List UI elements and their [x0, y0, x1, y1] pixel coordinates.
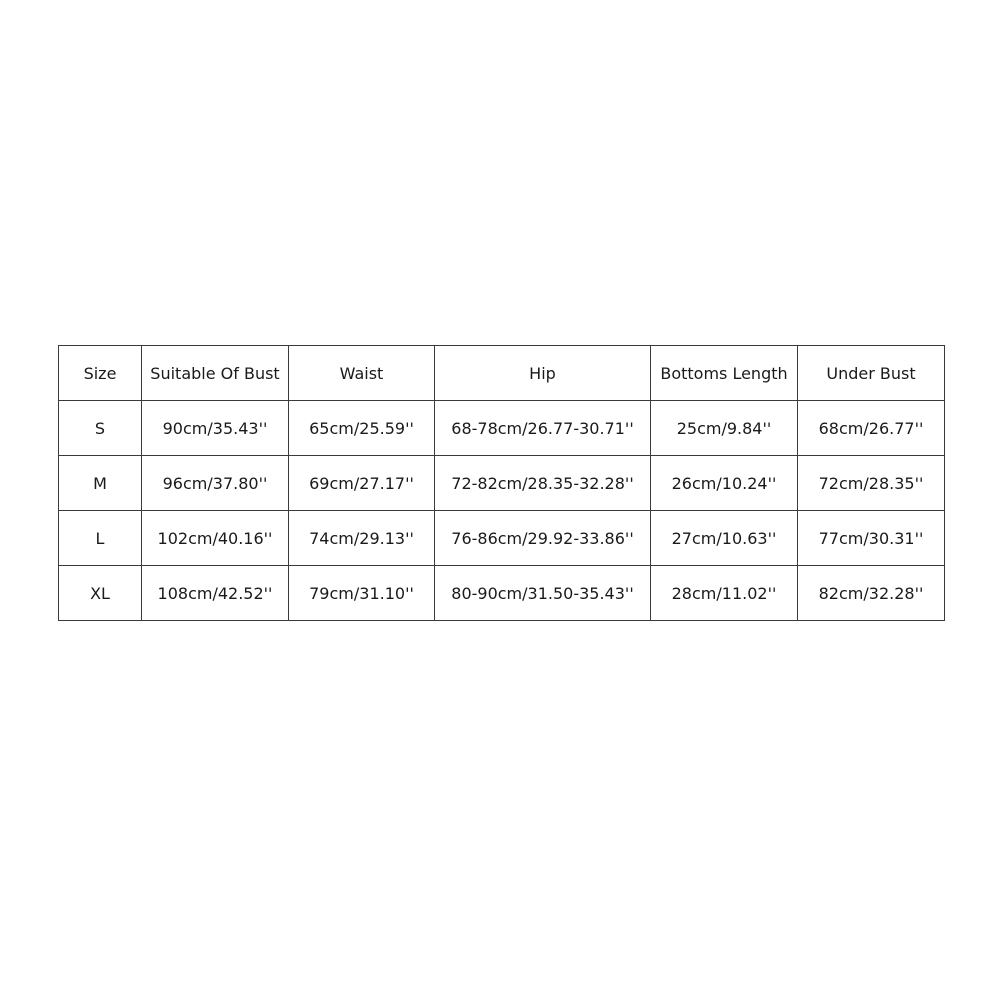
- cell-waist: 74cm/29.13'': [289, 511, 435, 566]
- cell-bust: 90cm/35.43'': [142, 401, 289, 456]
- cell-bust: 102cm/40.16'': [142, 511, 289, 566]
- cell-size: M: [59, 456, 142, 511]
- table-row: [59, 456, 945, 511]
- header-under-bust: Under Bust: [798, 346, 945, 401]
- cell-waist: 69cm/27.17'': [289, 456, 435, 511]
- table-header-row: [59, 346, 945, 401]
- cell-bust: 108cm/42.52'': [142, 566, 289, 621]
- cell-size: XL: [59, 566, 142, 621]
- cell-bottoms-length: 28cm/11.02'': [651, 566, 798, 621]
- header-bottoms-length: Bottoms Length: [651, 346, 798, 401]
- table-row: [59, 511, 945, 566]
- cell-under-bust: 77cm/30.31'': [798, 511, 945, 566]
- table-row: [59, 566, 945, 621]
- cell-waist: 79cm/31.10'': [289, 566, 435, 621]
- cell-hip: 68-78cm/26.77-30.71'': [435, 401, 651, 456]
- cell-waist: 65cm/25.59'': [289, 401, 435, 456]
- cell-size: L: [59, 511, 142, 566]
- header-size: Size: [59, 346, 142, 401]
- header-bust: Suitable Of Bust: [142, 346, 289, 401]
- cell-bust: 96cm/37.80'': [142, 456, 289, 511]
- cell-hip: 72-82cm/28.35-32.28'': [435, 456, 651, 511]
- header-waist: Waist: [289, 346, 435, 401]
- cell-size: S: [59, 401, 142, 456]
- cell-under-bust: 82cm/32.28'': [798, 566, 945, 621]
- cell-under-bust: 68cm/26.77'': [798, 401, 945, 456]
- cell-bottoms-length: 25cm/9.84'': [651, 401, 798, 456]
- table-row: [59, 401, 945, 456]
- cell-bottoms-length: 26cm/10.24'': [651, 456, 798, 511]
- size-chart-table: [58, 345, 945, 621]
- cell-under-bust: 72cm/28.35'': [798, 456, 945, 511]
- cell-hip: 80-90cm/31.50-35.43'': [435, 566, 651, 621]
- cell-bottoms-length: 27cm/10.63'': [651, 511, 798, 566]
- cell-hip: 76-86cm/29.92-33.86'': [435, 511, 651, 566]
- header-hip: Hip: [435, 346, 651, 401]
